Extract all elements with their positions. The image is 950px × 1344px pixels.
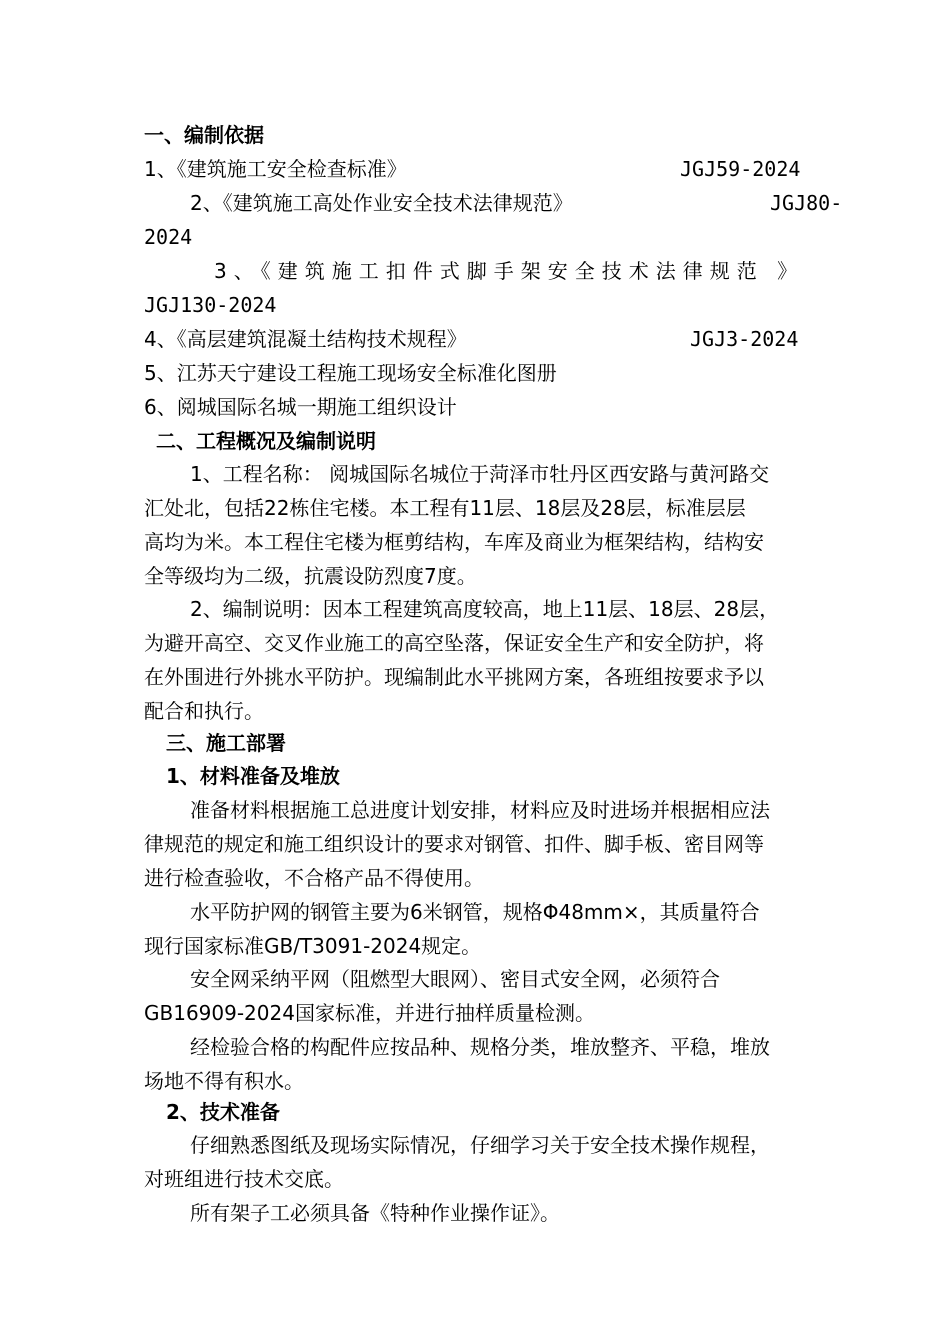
ref-item-4-code: JGJ3-2024: [690, 327, 799, 351]
section3-title: 三、施工部署: [166, 731, 286, 755]
ref-item-5: 5、江苏天宁建设工程施工现场安全标准化图册: [144, 361, 557, 385]
s3-sub1-p1-line3: 进行检查验收，不合格产品不得使用。: [144, 866, 484, 890]
s3-sub1-p3-line1: 安全网采纳平网（阻燃型大眼网）、密目式安全网，必须符合: [190, 967, 720, 991]
s2-p2-line1: 2、编制说明：因本工程建筑高度较高，地上11层、18层、28层，: [190, 597, 780, 621]
s3-sub2-p1-line1: 仔细熟悉图纸及现场实际情况，仔细学习关于安全技术操作规程，: [190, 1133, 770, 1157]
ref-item-3-code: JGJ130-2024: [144, 293, 277, 317]
s3-sub1-p2-line1: 水平防护网的钢管主要为6米钢管，规格Φ48mm×，其质量符合: [190, 900, 760, 924]
ref-item-1: 1、《建筑施工安全检查标准》: [144, 157, 407, 181]
section1-title: 一、编制依据: [144, 123, 264, 147]
s3-sub1-title: 1、材料准备及堆放: [166, 764, 340, 788]
ref-item-2: 2、《建筑施工高处作业安全技术法律规范》: [190, 191, 573, 215]
s2-p1-line4: 全等级均为二级，抗震设防烈度7度。: [144, 564, 477, 588]
section2-title: 二、工程概况及编制说明: [156, 429, 376, 453]
ref-item-6: 6、阅城国际名城一期施工组织设计: [144, 395, 457, 419]
s3-sub1-p3-line2: GB16909-2024国家标准，并进行抽样质量检测。: [144, 1001, 595, 1025]
ref-item-4: 4、《高层建筑混凝土结构技术规程》: [144, 327, 467, 351]
ref-item-3: 3、《建筑施工扣件式脚手架安全技术法律规范 》: [214, 259, 805, 283]
ref-item-2-code: JGJ80-: [770, 191, 843, 215]
s2-p1-line3: 高均为米。本工程住宅楼为框剪结构，车库及商业为框架结构，结构安: [144, 530, 764, 554]
ref-item-2-code-cont: 2024: [144, 225, 193, 249]
s3-sub1-p4-line1: 经检验合格的构配件应按品种、规格分类，堆放整齐、平稳，堆放: [190, 1035, 770, 1059]
s2-p2-line2: 为避开高空、交叉作业施工的高空坠落，保证安全生产和安全防护，将: [144, 631, 764, 655]
s2-p2-line4: 配合和执行。: [144, 699, 264, 723]
s3-sub2-p2-line1: 所有架子工必须具备《特种作业操作证》。: [190, 1201, 560, 1225]
s3-sub2-title: 2、技术准备: [166, 1100, 280, 1124]
s3-sub1-p2-line2: 现行国家标准GB/T3091-2024规定。: [144, 934, 482, 958]
s3-sub1-p4-line2: 场地不得有积水。: [144, 1069, 304, 1093]
ref-item-1-code: JGJ59-2024: [680, 157, 801, 181]
s3-sub1-p1-line1: 准备材料根据施工总进度计划安排，材料应及时进场并根据相应法: [190, 798, 770, 822]
s2-p1-line2: 汇处北，包括22栋住宅楼。本工程有11层、18层及28层，标准层层: [144, 496, 746, 520]
s3-sub1-p1-line2: 律规范的规定和施工组织设计的要求对钢管、扣件、脚手板、密目网等: [144, 832, 764, 856]
s2-p2-line3: 在外围进行外挑水平防护。现编制此水平挑网方案，各班组按要求予以: [144, 665, 764, 689]
s3-sub2-p1-line2: 对班组进行技术交底。: [144, 1167, 344, 1191]
s2-p1-line1: 1、工程名称： 阅城国际名城位于菏泽市牡丹区西安路与黄河路交: [190, 462, 770, 486]
